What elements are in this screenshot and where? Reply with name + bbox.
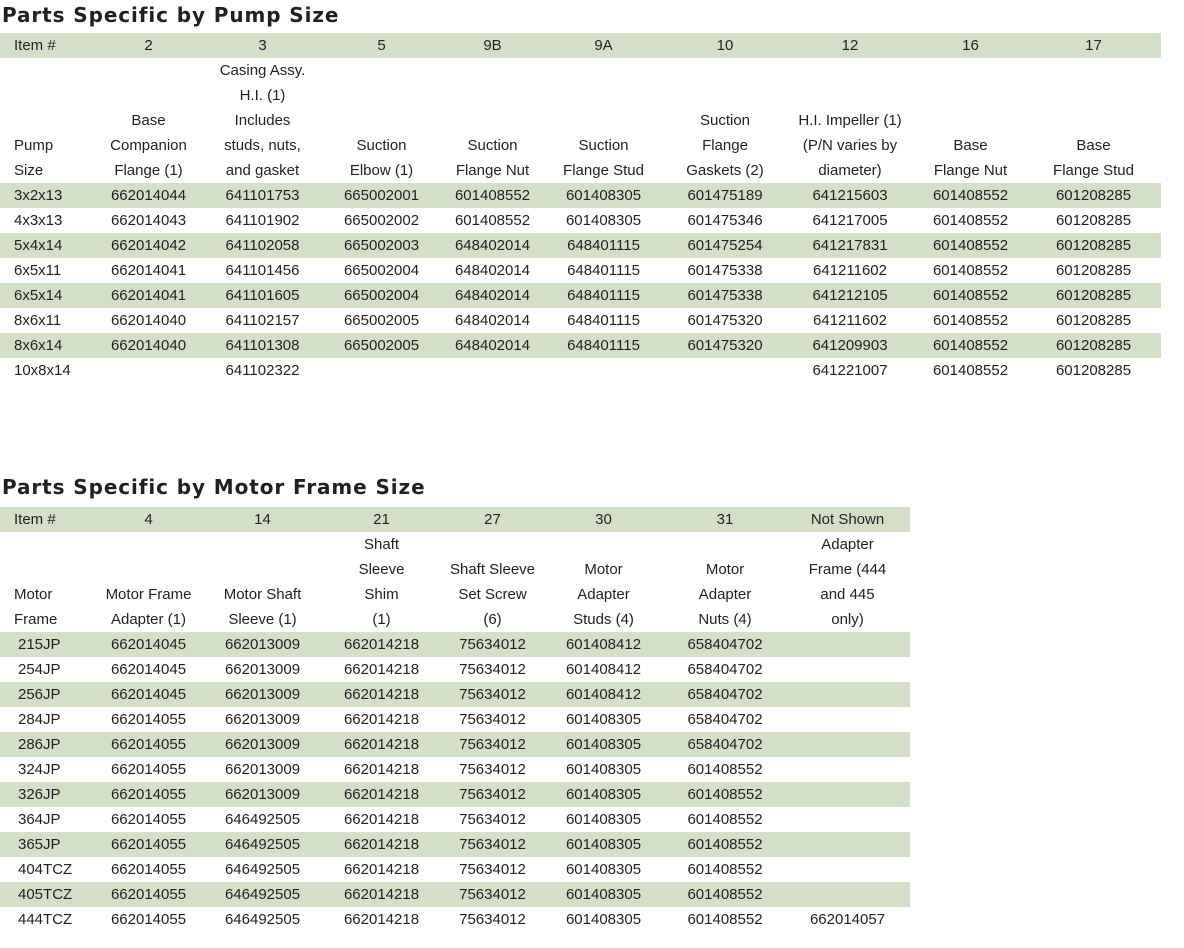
- header-line: Suction: [578, 137, 629, 154]
- item-number: 30: [542, 507, 665, 532]
- row-label-cell: 286JP: [0, 732, 92, 757]
- column-header: [542, 58, 665, 183]
- part-number-cell: 601408552: [932, 362, 1009, 379]
- part-number-cell: 641212105: [785, 283, 915, 308]
- header-line: Suction: [699, 112, 751, 129]
- item-label: Item #: [0, 507, 92, 532]
- part-number-cell: 601408412: [542, 632, 665, 657]
- part-number-cell: 641209903: [785, 333, 915, 358]
- part-number-cell: 601208285: [1055, 362, 1132, 379]
- part-number-cell: 662014218: [343, 811, 420, 828]
- part-number-cell: 662014045: [92, 632, 205, 657]
- table-row: [0, 707, 910, 732]
- part-number-cell: 662014218: [320, 882, 443, 907]
- table-row: [0, 183, 1161, 208]
- part-number-cell: 75634012: [459, 861, 526, 878]
- part-number-cell: 646492505: [224, 911, 301, 928]
- part-number-cell: 648401115: [542, 283, 665, 308]
- column-header: [665, 532, 785, 632]
- header-line: diameter): [818, 162, 882, 179]
- part-number-cell: 662014218: [343, 711, 420, 728]
- part-number-cell: 641102157: [225, 312, 300, 329]
- row-label-cell: 444TCZ: [18, 911, 73, 928]
- table-row: [0, 732, 910, 757]
- part-number-cell: [785, 807, 910, 832]
- part-number-cell: 646492505: [205, 832, 320, 857]
- part-number-cell: [785, 857, 910, 882]
- part-number-cell: 601475346: [687, 212, 763, 229]
- part-number-cell: 662014043: [110, 212, 187, 229]
- header-line: Adapter: [698, 586, 752, 603]
- part-number-cell: 646492505: [205, 882, 320, 907]
- header-line: (6): [483, 611, 502, 628]
- header-line: Adapter: [821, 536, 874, 553]
- item-label: Item #: [0, 33, 92, 58]
- header-line: studs, nuts,: [224, 137, 301, 154]
- item-number: 27: [443, 507, 542, 532]
- column-header: [915, 58, 1026, 183]
- part-number-cell: 658404702: [665, 632, 785, 657]
- table-row: [0, 283, 1161, 308]
- item-number-row: [0, 507, 910, 532]
- header-line: (P/N varies by: [802, 137, 898, 154]
- column-header-row: [0, 58, 1161, 183]
- part-number-cell: 601408552: [915, 283, 1026, 308]
- motor-table-body: [0, 632, 910, 932]
- item-number: 2: [92, 33, 205, 58]
- part-number-cell: [320, 358, 443, 383]
- column-header: [0, 58, 92, 183]
- header-line: Motor: [14, 586, 53, 603]
- part-number-cell: 648402014: [454, 262, 531, 279]
- part-number-cell: 75634012: [443, 832, 542, 857]
- item-number: 12: [785, 33, 915, 58]
- header-line: Suction: [356, 137, 407, 154]
- part-number-cell: 665002005: [343, 312, 420, 329]
- table-row: [0, 782, 910, 807]
- part-number-cell: 601208285: [1026, 333, 1161, 358]
- header-line: Base: [131, 112, 166, 129]
- part-number-cell: 601408552: [687, 811, 763, 828]
- part-number-cell: 601408305: [565, 861, 642, 878]
- row-label-cell: 3x2x13: [0, 183, 92, 208]
- part-number-cell: 601408305: [542, 183, 665, 208]
- part-number-cell: 601408412: [565, 661, 642, 678]
- part-number-cell: [92, 358, 205, 383]
- header-line: Adapter (1): [110, 611, 187, 628]
- row-label-cell: 256JP: [0, 682, 92, 707]
- part-number-cell: 601408552: [443, 183, 542, 208]
- part-number-cell: 648401115: [542, 333, 665, 358]
- column-header: [785, 58, 915, 183]
- table-row: [0, 832, 910, 857]
- part-number-cell: 665002005: [320, 333, 443, 358]
- header-line: Sleeve: [358, 561, 405, 578]
- header-line: H.I. Impeller (1): [798, 112, 902, 129]
- part-number-cell: 648402014: [454, 312, 531, 329]
- part-number-cell: 662014218: [343, 911, 420, 928]
- part-number-cell: 601408305: [565, 811, 642, 828]
- part-number-cell: 662014040: [92, 333, 205, 358]
- pump-table-body: [0, 183, 1161, 383]
- part-number-cell: 601475338: [687, 262, 763, 279]
- column-header: [443, 58, 542, 183]
- header-line: (1): [372, 611, 391, 628]
- part-number-cell: 662014218: [343, 661, 420, 678]
- part-number-cell: [443, 358, 542, 383]
- part-number-cell: 665002004: [343, 262, 420, 279]
- part-number-cell: 648402014: [443, 333, 542, 358]
- part-number-cell: 641211602: [813, 312, 887, 329]
- part-number-cell: [542, 358, 665, 383]
- part-number-cell: 662014218: [320, 632, 443, 657]
- header-line: Frame: [14, 611, 58, 628]
- row-label-cell: 364JP: [18, 811, 61, 828]
- part-number-cell: 662013009: [224, 761, 301, 778]
- part-number-cell: 662013009: [205, 782, 320, 807]
- header-line: Adapter: [577, 586, 630, 603]
- header-line: Shaft Sleeve: [449, 561, 536, 578]
- header-line: Sleeve (1): [228, 611, 297, 628]
- column-header: [205, 532, 320, 632]
- part-number-cell: 601208285: [1055, 262, 1132, 279]
- item-number: 9B: [443, 33, 542, 58]
- part-number-cell: 601408552: [932, 312, 1009, 329]
- part-number-cell: 601408305: [542, 782, 665, 807]
- column-header: [320, 532, 443, 632]
- part-number-cell: 601408552: [915, 333, 1026, 358]
- part-number-cell: 75634012: [459, 661, 526, 678]
- row-label-cell: 8x6x11: [14, 312, 62, 329]
- part-number-cell: 641217005: [812, 212, 888, 229]
- column-header: [92, 58, 205, 183]
- part-number-cell: 601475320: [687, 312, 763, 329]
- part-number-cell: [785, 707, 910, 732]
- part-number-cell: 601408552: [454, 212, 531, 229]
- part-number-cell: 648401115: [567, 262, 640, 279]
- part-number-cell: 662014055: [92, 832, 205, 857]
- part-number-cell: 601408552: [665, 832, 785, 857]
- header-line: Flange (1): [114, 162, 183, 179]
- header-line: only): [831, 611, 864, 628]
- table-row: [0, 857, 910, 882]
- part-number-cell: 658404702: [687, 711, 763, 728]
- item-number: 5: [320, 33, 443, 58]
- part-number-cell: 662014057: [809, 911, 886, 928]
- motor-section-title: Parts Specific by Motor Frame Size: [2, 475, 426, 499]
- column-header: [665, 58, 785, 183]
- part-number-cell: 662014042: [92, 233, 205, 258]
- part-number-cell: 601408305: [565, 711, 642, 728]
- item-number: 3: [205, 33, 320, 58]
- header-line: Companion: [110, 137, 187, 154]
- part-number-cell: 75634012: [443, 782, 542, 807]
- part-number-cell: [785, 832, 910, 857]
- table-row: [0, 233, 1161, 258]
- part-number-cell: 648402014: [443, 233, 542, 258]
- row-label-cell: 8x6x14: [0, 333, 92, 358]
- header-line: Motor: [584, 561, 623, 578]
- part-number-cell: 601408305: [565, 911, 642, 928]
- part-number-cell: 601408305: [565, 212, 642, 229]
- header-line: Flange Nut: [933, 162, 1008, 179]
- item-number: Not Shown: [785, 507, 910, 532]
- part-number-cell: 662014044: [92, 183, 205, 208]
- part-number-cell: 641102322: [225, 362, 300, 379]
- part-number-cell: 601408412: [542, 682, 665, 707]
- header-line: Base: [953, 137, 988, 154]
- part-number-cell: 641102058: [205, 233, 320, 258]
- item-number: 31: [665, 507, 785, 532]
- part-number-cell: 601408305: [542, 882, 665, 907]
- part-number-cell: 646492505: [224, 861, 301, 878]
- part-number-cell: 662014218: [320, 682, 443, 707]
- header-line: H.I. (1): [239, 87, 286, 104]
- part-number-cell: 601408552: [932, 212, 1009, 229]
- row-label-cell: 10x8x14: [14, 362, 71, 379]
- part-number-cell: 601408552: [687, 761, 763, 778]
- header-line: Nuts (4): [698, 611, 752, 628]
- header-line: and 445: [820, 586, 875, 603]
- header-line: Studs (4): [573, 611, 634, 628]
- header-line: and gasket: [225, 162, 300, 179]
- part-number-cell: 658404702: [665, 732, 785, 757]
- part-number-cell: 601208285: [1026, 283, 1161, 308]
- header-line: Motor Shaft: [223, 586, 302, 603]
- row-label-cell: 284JP: [18, 711, 61, 728]
- part-number-cell: 662014218: [320, 782, 443, 807]
- row-label-cell: 324JP: [18, 761, 61, 778]
- item-number: 17: [1026, 33, 1161, 58]
- header-line: Set Screw: [458, 586, 527, 603]
- header-line: Size: [14, 162, 44, 179]
- part-number-cell: 662014055: [92, 882, 205, 907]
- part-number-cell: [785, 657, 910, 682]
- part-number-cell: 641215603: [785, 183, 915, 208]
- item-number: 4: [92, 507, 205, 532]
- part-number-cell: 662013009: [205, 732, 320, 757]
- table-row: [0, 358, 1161, 383]
- column-header: [205, 58, 320, 183]
- part-number-cell: 601208285: [1055, 212, 1132, 229]
- table-row: [0, 308, 1161, 333]
- table-row: [0, 807, 910, 832]
- part-number-cell: 601408552: [932, 262, 1009, 279]
- row-label-cell: 6x5x11: [14, 262, 62, 279]
- part-number-cell: 662014055: [92, 782, 205, 807]
- part-number-cell: 662013009: [205, 632, 320, 657]
- item-number: 21: [320, 507, 443, 532]
- column-header: [320, 58, 443, 183]
- part-number-cell: 641101456: [225, 262, 300, 279]
- row-label-cell: 405TCZ: [0, 882, 92, 907]
- row-label-cell: 404TCZ: [18, 861, 73, 878]
- table-row: [0, 208, 1161, 233]
- part-number-cell: [785, 682, 910, 707]
- part-number-cell: 601408552: [665, 782, 785, 807]
- part-number-cell: 601208285: [1026, 233, 1161, 258]
- part-number-cell: 601208285: [1055, 312, 1132, 329]
- part-number-cell: 662014055: [92, 732, 205, 757]
- part-number-cell: 75634012: [459, 911, 526, 928]
- header-line: Pump: [14, 137, 54, 154]
- part-number-cell: 601408552: [915, 183, 1026, 208]
- part-number-cell: 648401115: [567, 312, 640, 329]
- table-row: [0, 682, 910, 707]
- column-header-row: [0, 532, 910, 632]
- part-number-cell: 662014045: [92, 682, 205, 707]
- part-number-cell: 662014218: [343, 861, 420, 878]
- part-number-cell: 75634012: [443, 682, 542, 707]
- header-line: Casing Assy.: [219, 62, 306, 79]
- part-number-cell: 662014218: [343, 761, 420, 778]
- row-label-cell: 254JP: [18, 661, 61, 678]
- header-line: Includes: [234, 112, 291, 129]
- header-line: Shaft: [363, 536, 400, 553]
- row-label-cell: 5x4x14: [0, 233, 92, 258]
- part-number-cell: 641211602: [813, 262, 887, 279]
- item-number: 10: [665, 33, 785, 58]
- part-number-cell: 662014055: [110, 861, 187, 878]
- part-number-cell: 641101753: [205, 183, 320, 208]
- part-number-cell: 662014218: [320, 832, 443, 857]
- part-number-cell: [785, 732, 910, 757]
- part-number-cell: 646492505: [224, 811, 301, 828]
- part-number-cell: 662014055: [110, 811, 187, 828]
- header-line: Flange Nut: [455, 162, 530, 179]
- part-number-cell: 658404702: [665, 682, 785, 707]
- header-line: Frame (444: [808, 561, 887, 578]
- part-number-cell: 75634012: [443, 632, 542, 657]
- part-number-cell: 641221007: [812, 362, 888, 379]
- part-number-cell: 662014041: [92, 283, 205, 308]
- item-number: 14: [205, 507, 320, 532]
- part-number-cell: [785, 882, 910, 907]
- part-number-cell: 75634012: [459, 811, 526, 828]
- table-row: [0, 258, 1161, 283]
- header-line: Flange: [702, 137, 748, 154]
- part-number-cell: 75634012: [459, 711, 526, 728]
- motor-parts-table: [0, 507, 910, 932]
- part-number-cell: 662014055: [110, 911, 187, 928]
- table-row: [0, 907, 910, 932]
- table-row: [0, 657, 910, 682]
- table-row: [0, 333, 1161, 358]
- header-line: Motor Frame: [105, 586, 192, 603]
- column-header: [1026, 58, 1161, 183]
- part-number-cell: 601408552: [687, 861, 763, 878]
- part-number-cell: 658404702: [687, 661, 763, 678]
- part-number-cell: 601475189: [665, 183, 785, 208]
- column-header: [92, 532, 205, 632]
- item-number-row: [0, 33, 1161, 58]
- pump-parts-table: [0, 33, 1161, 383]
- part-number-cell: [665, 358, 785, 383]
- part-number-cell: 641217831: [785, 233, 915, 258]
- part-number-cell: 601408305: [542, 832, 665, 857]
- pump-section-title: Parts Specific by Pump Size: [2, 3, 340, 27]
- column-header: [785, 532, 910, 632]
- header-line: Elbow (1): [349, 162, 414, 179]
- part-number-cell: 75634012: [459, 761, 526, 778]
- part-number-cell: [785, 632, 910, 657]
- header-line: Motor: [705, 561, 745, 578]
- part-number-cell: 601475320: [665, 333, 785, 358]
- part-number-cell: 601408552: [915, 233, 1026, 258]
- table-row: [0, 632, 910, 657]
- part-number-cell: 641101308: [205, 333, 320, 358]
- part-number-cell: 601408552: [665, 882, 785, 907]
- header-line: Suction: [467, 137, 518, 154]
- part-number-cell: 662013009: [224, 661, 301, 678]
- part-number-cell: 665002002: [343, 212, 420, 229]
- column-header: [0, 532, 92, 632]
- column-header: [443, 532, 542, 632]
- part-number-cell: 641101902: [225, 212, 300, 229]
- table-row: [0, 882, 910, 907]
- row-label-cell: 215JP: [0, 632, 92, 657]
- part-number-cell: 662014041: [110, 262, 187, 279]
- part-number-cell: 662014045: [110, 661, 187, 678]
- part-number-cell: 665002004: [320, 283, 443, 308]
- part-number-cell: 648401115: [542, 233, 665, 258]
- part-number-cell: 601408305: [565, 761, 642, 778]
- part-number-cell: 75634012: [443, 882, 542, 907]
- part-number-cell: 648402014: [443, 283, 542, 308]
- item-number: 16: [915, 33, 1026, 58]
- part-number-cell: 75634012: [443, 732, 542, 757]
- part-number-cell: [785, 782, 910, 807]
- part-number-cell: 662014055: [110, 711, 187, 728]
- part-number-cell: [785, 757, 910, 782]
- part-number-cell: 641101605: [205, 283, 320, 308]
- row-label-cell: 365JP: [0, 832, 92, 857]
- part-number-cell: 665002003: [320, 233, 443, 258]
- part-number-cell: 665002001: [320, 183, 443, 208]
- header-line: Flange Stud: [563, 162, 644, 179]
- part-number-cell: 662013009: [205, 682, 320, 707]
- header-line: Gaskets (2): [686, 162, 764, 179]
- item-number: 9A: [542, 33, 665, 58]
- column-header: [542, 532, 665, 632]
- part-number-cell: 662014040: [110, 312, 187, 329]
- row-label-cell: 326JP: [0, 782, 92, 807]
- part-number-cell: 662014055: [110, 761, 187, 778]
- part-number-cell: 601475338: [665, 283, 785, 308]
- table-row: [0, 757, 910, 782]
- part-number-cell: 601208285: [1026, 183, 1161, 208]
- header-line: Flange Stud: [1053, 162, 1134, 179]
- row-label-cell: 6x5x14: [0, 283, 92, 308]
- part-number-cell: 601475254: [665, 233, 785, 258]
- row-label-cell: 4x3x13: [14, 212, 63, 229]
- part-number-cell: 601408305: [542, 732, 665, 757]
- part-number-cell: 601408552: [687, 911, 763, 928]
- header-line: Shim: [364, 586, 399, 603]
- header-line: Base: [1076, 137, 1111, 154]
- part-number-cell: 662013009: [224, 711, 301, 728]
- part-number-cell: 662014218: [320, 732, 443, 757]
